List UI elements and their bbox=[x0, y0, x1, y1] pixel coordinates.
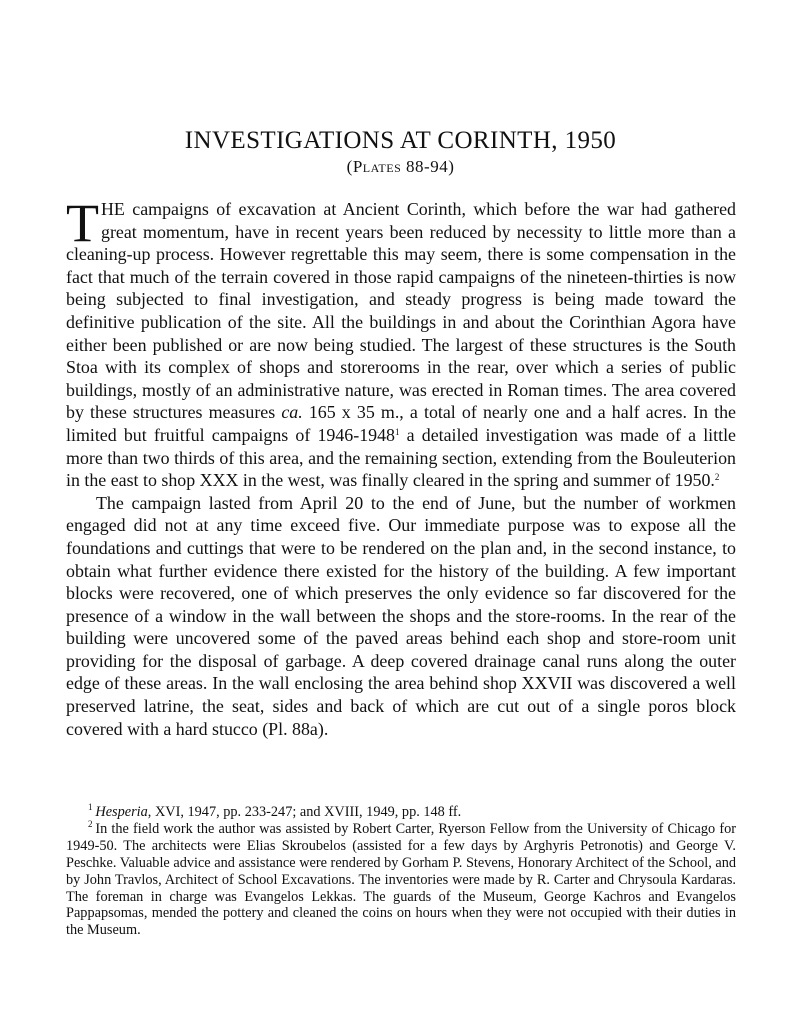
paragraph-1-text-a: HE campaigns of excavation at Ancient Corinth, which before the war had gathered great momentum, have in recent years been reduced by necessity to little more than a cleaning-up process. However regrettable this may seem, there is some compensation in the fact that much of the terrain covered in those rapid campaigns of the nineteen-thirties is now being subjected to final investigation, and steady progress is being made toward the definitive publication of the site. All the buildings in and about the Corinthian Agora have either been published or are now being studied. The largest of these structures is the South Stoa with its complex of shops and storerooms in the rear, over which a series of public buildings, mostly of an administrative nature, was erected in Roman times. The area covered by these structures measures bbox=[66, 199, 736, 423]
footnote-2-number: 2 bbox=[88, 818, 93, 829]
paragraph-1-text-b: 165 x 35 m., a total of nearly one and a half acres. In the limited but fruitful campaigns of 1946-1948 bbox=[66, 402, 736, 445]
plates-reference bbox=[0, 157, 801, 177]
footnotes bbox=[66, 804, 736, 939]
footnote-2-text: In the field work the author was assisted by Robert Carter, Ryerson Fellow from the University of Chicago for 1949-50. The architects were Elias Skroubelos (assisted for a few days by Arghyris Petronotis) and George V. Peschke. Valuable advice and assistance were rendered by Gorham P. Stevens, Honorary Architect of the School, and by John Travlos, Architect of School Excavations. The inventories were made by R. Carter and Chrysoula Kardaras. The foreman in charge was Evangelos Lekkas. The guards of the Museum, George Kachros and Evangelos Pappapsomas, mended the pottery and cleaned the coins on hours when they were not occupied with their duties in the Museum. bbox=[66, 820, 736, 939]
paragraph-2: The campaign lasted from April 20 to the end of June, but the number of workmen engaged did not at any time exceed five. Our immediate purpose was to expose all the foundations and cuttings that were to be rendered on the plan and, in the second instance, to obtain what further evidence there existed for the history of the building. A few important blocks were recovered, one of which preserves the only evidence so far discovered for the presence of a window in the wall between the shops and the store-rooms. In the rear of the building were uncovered some of the paved areas behind each shop and store-room unit providing for the disposal of garbage. A deep covered drainage canal runs along the outer edge of these areas. In the wall enclosing the area behind shop XXVII was discovered a well preserved latrine, the seat, sides and back of which are cut out of a single poros block covered with a hard stucco (Pl. 88a). bbox=[66, 492, 736, 739]
paragraph-1 bbox=[66, 193, 736, 492]
footnote-1-text: , XVI, 1947, pp. 233-247; and XVIII, 1949, pp. 148 ff. bbox=[147, 804, 462, 820]
footnote-1-marker[interactable]: 1 bbox=[394, 426, 400, 437]
footnote-1-journal: Hesperia bbox=[95, 804, 148, 820]
footnote-2 bbox=[66, 818, 736, 939]
paragraph-1-text-c: a detailed investigation was made of a little more than two thirds of this area, and the remaining section, extending from the Bouleuterion in the east to shop XXX in the west, was finally cleared in the spring and summer of 1950. bbox=[66, 424, 736, 491]
footnote-1 bbox=[66, 804, 736, 821]
circa-abbrev: ca. bbox=[281, 402, 303, 423]
plates-range: 88-94) bbox=[401, 157, 455, 176]
plates-word: Plates bbox=[352, 157, 402, 176]
plates-open-paren: ( bbox=[346, 157, 353, 176]
footnote-2-marker[interactable]: 2 bbox=[714, 472, 720, 483]
drop-cap: T bbox=[66, 193, 99, 253]
footnote-1-number: 1 bbox=[88, 802, 93, 812]
article-title: INVESTIGATIONS AT CORINTH, 1950 bbox=[184, 126, 617, 154]
article-body bbox=[66, 193, 736, 740]
